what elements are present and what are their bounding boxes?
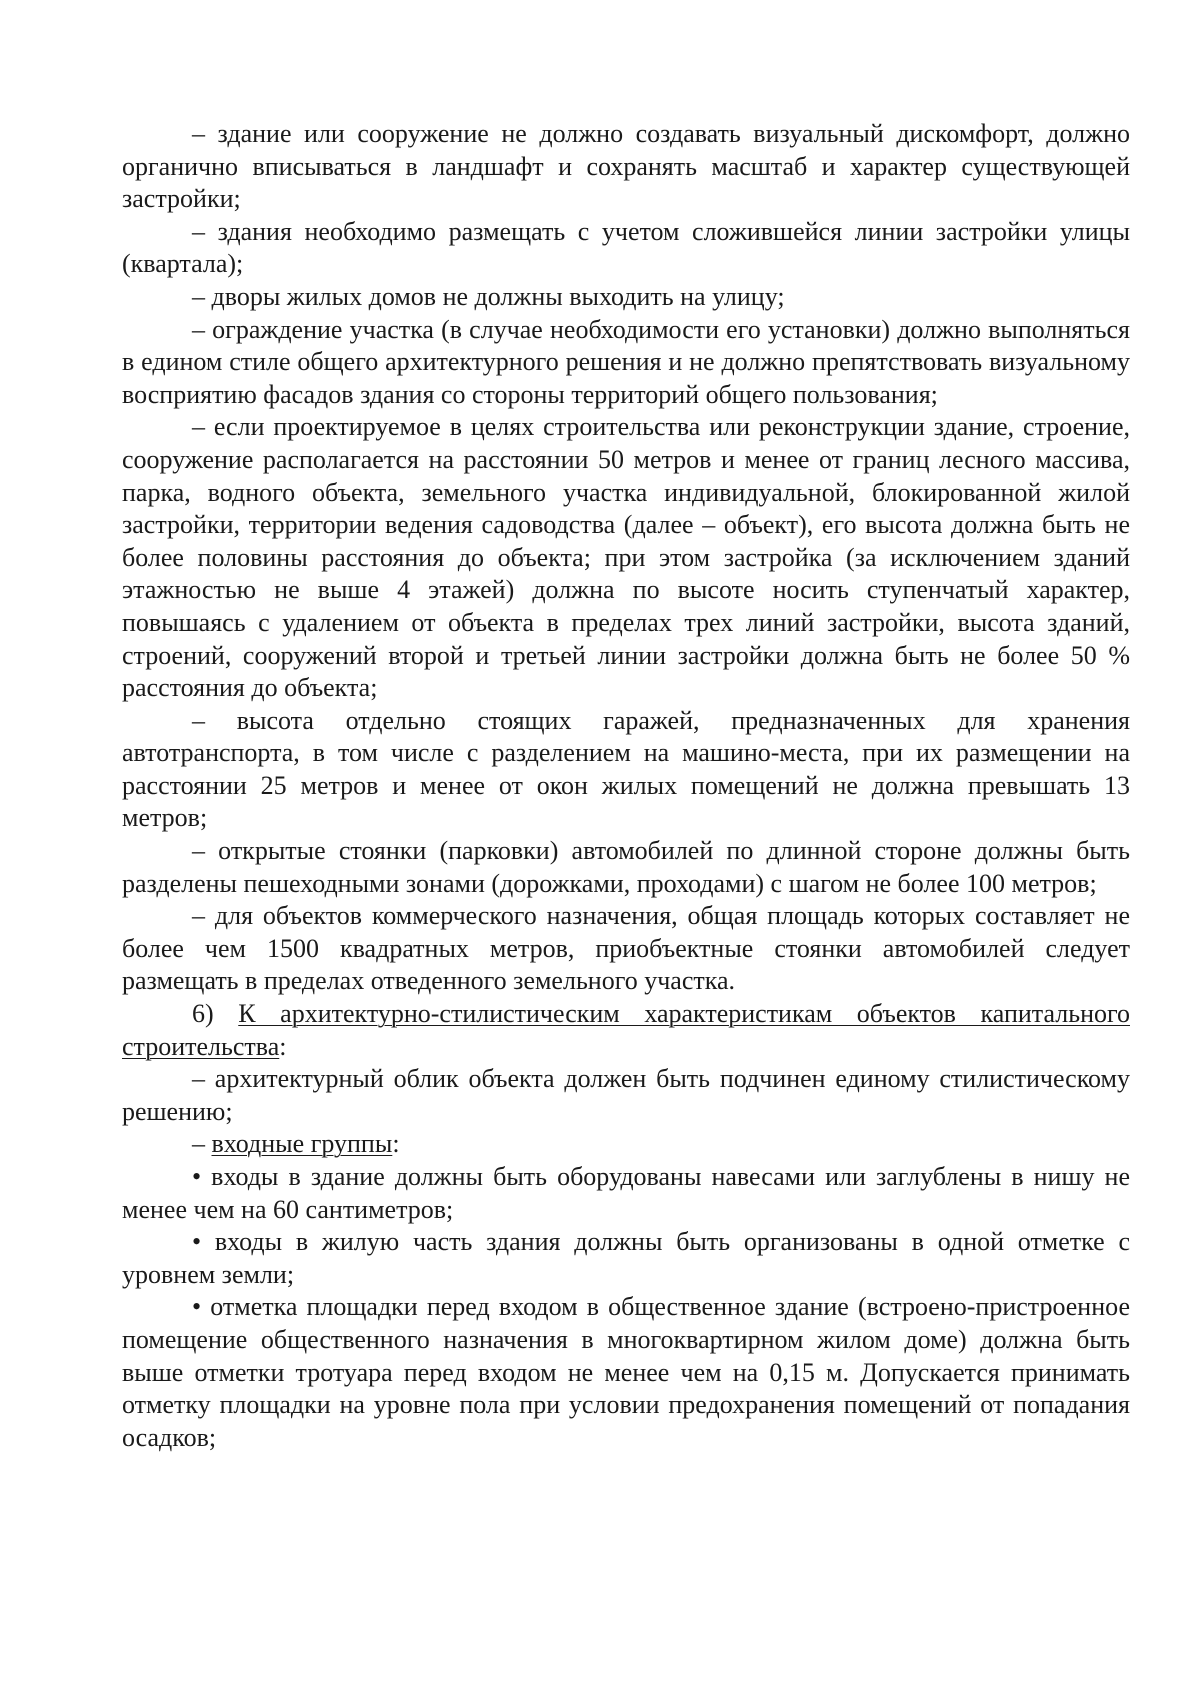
section-number: 6) bbox=[192, 999, 239, 1029]
paragraph-fencing: – ограждение участка (в случае необходимости его установки) должно выполняться в едином стиле общего архитектурного решения и не должно препятствовать визуальному восприятию фасадов здания со стороны территорий общего пользования; bbox=[122, 314, 1130, 409]
entrance-groups-colon: : bbox=[392, 1129, 400, 1159]
paragraph-visual-discomfort: – здание или сооружение не должно создавать визуальный дискомфорт, должно органично вписываться в ландшафт и сохранять масштаб и характер существующей застройки; bbox=[122, 119, 1130, 214]
paragraph-commercial-parking: – для объектов коммерческого назначения, общая площадь которых составляет не более чем 1500 квадратных метров, приобъектные стоянки автомобилей следует размещать в пределах отведенного земельного участка. bbox=[122, 901, 1130, 996]
paragraph-entrance-canopies: • входы в здание должны быть оборудованы навесами или заглублены в нишу не менее чем на 60 сантиметров; bbox=[122, 1162, 1130, 1224]
paragraph-garage-height: – высота отдельно стоящих гаражей, предназначенных для хранения автотранспорта, в том числе с разделением на машино-места, при их размещении на расстоянии 25 метров и менее от окон жилых помещений не должна превышать 13 метров; bbox=[122, 705, 1130, 833]
section-heading-underlined: К архитектурно-стилистическим характеристикам объектов капитального строительства bbox=[122, 999, 1130, 1061]
paragraph-entrance-groups-heading bbox=[122, 1128, 1130, 1161]
paragraph-open-parking: – открытые стоянки (парковки) автомобилей по длинной стороне должны быть разделены пешеходными зонами (дорожками, проходами) с шагом не более 100 метров; bbox=[122, 836, 1130, 898]
entrance-groups-dash: – bbox=[192, 1129, 212, 1159]
paragraph-building-line: – здания необходимо размещать с учетом сложившейся линии застройки улицы (квартала); bbox=[122, 216, 1130, 279]
paragraph-height-near-objects: – если проектируемое в целях строительства или реконструкции здание, строение, сооружение располагается на расстоянии 50 метров и менее от границ лесного массива, парка, водного объекта, земельного участка индивидуальной, блокированной жилой застройки, территории ведения садоводства (далее – объект), его высота должна быть не более половины расстояния до объекта; при этом застройка (за исключением зданий этажностью не выше 4 этажей) должна по высоте носить ступенчатый характер, повышаясь с удалением от объекта в пределах трех линий застройки, высота зданий, строений, сооружений второй и третьей линии застройки должна быть не более 50 % расстояния до объекта; bbox=[122, 412, 1130, 703]
paragraph-section-6-heading bbox=[122, 998, 1130, 1063]
entrance-groups-underlined: входные группы bbox=[211, 1129, 393, 1159]
document-body bbox=[122, 118, 1130, 1454]
paragraph-courtyards: – дворы жилых домов не должны выходить на улицу; bbox=[192, 281, 785, 311]
paragraph-architectural-appearance: – архитектурный облик объекта должен быть подчинен единому стилистическому решению; bbox=[122, 1064, 1130, 1126]
paragraph-entrance-ground-level: • входы в жилую часть здания должны быть организованы в одной отметке с уровнем земли; bbox=[122, 1227, 1130, 1289]
paragraph-entrance-platform-level: • отметка площадки перед входом в общественное здание (встроено-пристроенное помещение общественного назначения в многоквартирном жилом доме) должна быть выше отметки тротуара перед входом не менее чем на 0,15 м. Допускается принимать отметку площадки на уровне пола при условии предохранения помещений от попадания осадков; bbox=[122, 1292, 1130, 1452]
section-heading-colon: : bbox=[279, 1031, 287, 1061]
